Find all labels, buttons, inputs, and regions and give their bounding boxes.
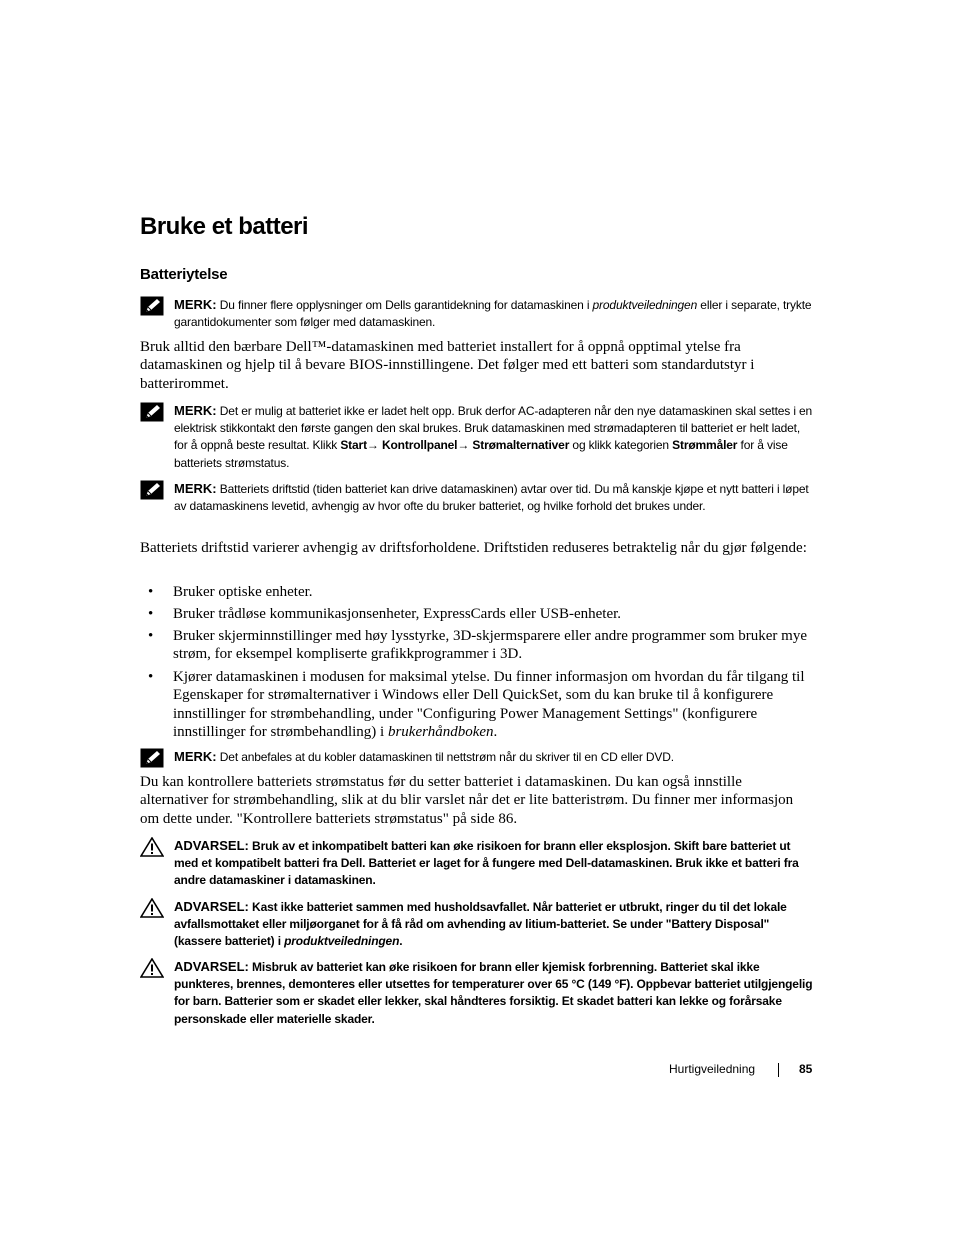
list-item-text: Bruker optiske enheter. xyxy=(173,584,313,600)
menu-path-start: Start xyxy=(340,438,367,453)
note-text-part: Du finner flere opplysninger om Dells garantidekning for datamaskinen i xyxy=(216,298,593,312)
menu-path-arrow: → xyxy=(457,438,473,453)
list-item-text-part: . xyxy=(493,723,498,740)
list-item xyxy=(140,668,812,742)
note-label: MERK: xyxy=(174,297,217,312)
warning-text-part: . xyxy=(399,934,403,949)
pencil-note-icon xyxy=(140,748,164,768)
note-block xyxy=(140,296,820,332)
note-text-part: Batteriets driftstid (tiden batteriet kan drive datamaskinen) avtar over tid. Du må kanskje kjøpe et nytt batteri i løpet av datamaskinens levetid, avhengig av hvor ofte du bruker batteriet, og hvilke forhold det brukes under. xyxy=(174,482,809,514)
note-text-part: eller i separate, trykte garantidokumenter som følger med datamaskinen. xyxy=(174,298,812,330)
menu-path-kontrollpanel: Kontrollpanel xyxy=(381,438,458,453)
note-text-part: og klikk kategorien xyxy=(569,438,673,453)
section-heading: Batteriytelse xyxy=(140,266,228,283)
bullet-marker: • xyxy=(148,628,154,644)
note-text-part: for å vise batteriets strømstatus. xyxy=(174,438,788,470)
note-text-part: Det er mulig at batteriet ikke er ladet helt opp. Bruk derfor AC-adapteren når den nye datamaskinen skal settes i en elektrisk stikkontakt den første gangen den skal brukes. Bruk datamaskinen med strømadapteren til batteriet er helt ladet, for å oppnå beste resultat. Klikk xyxy=(174,404,813,453)
page-number: 85 xyxy=(799,1062,813,1076)
footer-title: Hurtigveiledning xyxy=(669,1062,756,1076)
note-label: MERK: xyxy=(174,403,217,418)
body-paragraph: Du kan kontrollere batteriets strømstatus før du setter batteriet i datamaskinen. Du kan også innstille alternativer for strømbehandling, slik at du blir varslet når det er lite batteristrøm. Du finner mer informasjon om dette under. "Kontrollere batteriets strømstatus" på side 86. xyxy=(140,774,794,827)
list-item-text xyxy=(173,668,818,741)
warning-label: ADVARSEL: xyxy=(174,899,249,914)
page-title: Bruke et batteri xyxy=(140,213,309,240)
bullet-marker: • xyxy=(148,584,154,600)
list-item-italic-reference: brukerhåndboken xyxy=(387,723,494,740)
list-item xyxy=(140,627,812,664)
body-paragraph: Batteriets driftstid varierer avhengig av driftsforholdene. Driftstiden reduseres betraktelig når du gjør følgende: xyxy=(140,540,807,556)
note-text xyxy=(174,748,814,766)
warning-label: ADVARSEL: xyxy=(174,838,249,853)
note-block xyxy=(140,480,820,534)
warning-label: ADVARSEL: xyxy=(174,959,249,974)
note-text-part: Det anbefales at du kobler datamaskinen til nettstrøm når du skriver til en CD eller DVD. xyxy=(216,750,674,764)
note-label: MERK: xyxy=(174,749,217,764)
note-text xyxy=(174,296,814,331)
warning-block xyxy=(140,958,820,1030)
note-text xyxy=(174,402,814,472)
warning-triangle-icon xyxy=(140,837,164,857)
list-item xyxy=(140,605,812,623)
warning-text xyxy=(174,898,814,951)
warning-text xyxy=(174,837,814,890)
bullet-marker: • xyxy=(148,606,154,622)
warning-text-part: Kast ikke batteriet sammen med husholdsavfallet. Når batteriet er utbrukt, ringer du til det lokale avfallsmottaket eller miljøorganet for å få råd om avhending av litium-batteriet. Se under "Battery Disposal" (kassere batteriet) i xyxy=(174,900,787,949)
warning-text-part: Bruk av et inkompatibelt batteri kan øke risikoen for brann eller eksplosjon. Skift bare batteriet ut med et kompatibelt batteri fra Dell. Batteriet er laget for å fungere med Dell-datamaskinen. Bruk ikke et batteri fra andre datamaskiner i datamaskinen. xyxy=(174,839,799,888)
warning-text-part: Misbruk av batteriet kan øke risikoen for brann eller kjemisk forbrenning. Batteriet skal ikke punkteres, brennes, demonteres eller utsettes for temperaturer over 65 °C (149 °F). Oppbevar batteriet utilgjengelig for barn. Batterier som er skadet eller lekker, skal håndteres forsiktig. Et skadet batteri kan lekke og forårsake personskade eller materielle skader. xyxy=(174,960,813,1026)
pencil-note-icon xyxy=(140,296,164,316)
note-block xyxy=(140,402,820,474)
warning-block xyxy=(140,898,820,952)
pencil-note-icon xyxy=(140,402,164,422)
warning-triangle-icon xyxy=(140,958,164,978)
menu-path-strommaler: Strømmåler xyxy=(672,438,738,453)
warning-text xyxy=(174,958,814,1028)
list-item-text: Bruker skjerminnstillinger med høy lysstyrke, 3D-skjermsparere eller andre programmer som bruker mye strøm, for eksempel kompliserte grafikkprogrammer i 3D. xyxy=(173,628,807,663)
footer-divider xyxy=(778,1063,779,1077)
note-text xyxy=(174,480,814,515)
list-item-text: Bruker trådløse kommunikasjonsenheter, ExpressCards eller USB-enheter. xyxy=(173,606,622,622)
list-item xyxy=(140,583,812,601)
warning-italic-reference: produktveiledningen xyxy=(284,934,400,949)
body-paragraph: Bruk alltid den bærbare Dell™-datamaskinen med batteriet installert for å oppnå opptimal ytelse fra datamaskinen og hjelp til å bevare BIOS-innstillingene. Det følger med ett batteri som standardutstyr i batterirommet. xyxy=(140,339,755,392)
note-block xyxy=(140,748,820,768)
bullet-marker: • xyxy=(148,669,154,685)
menu-path-arrow: → xyxy=(366,438,382,453)
warning-triangle-icon xyxy=(140,898,164,918)
list-item-text-part: Kjører datamaskinen i modusen for maksimal ytelse. Du finner informasjon om hvordan du får tilgang til Egenskaper for strømalternativer i Windows eller Dell QuickSet, som du kan bruke til å konfigurere innstillinger for strømbehandling, under "Configuring Power Management Settings" (konfigurere innstillinger for strømbehandling) i xyxy=(173,669,805,740)
menu-path-stromalternativer: Strømalternativer xyxy=(472,438,570,453)
note-italic-reference: produktveiledningen xyxy=(592,298,698,312)
warning-block xyxy=(140,837,820,891)
pencil-note-icon xyxy=(140,480,164,500)
note-label: MERK: xyxy=(174,481,217,496)
